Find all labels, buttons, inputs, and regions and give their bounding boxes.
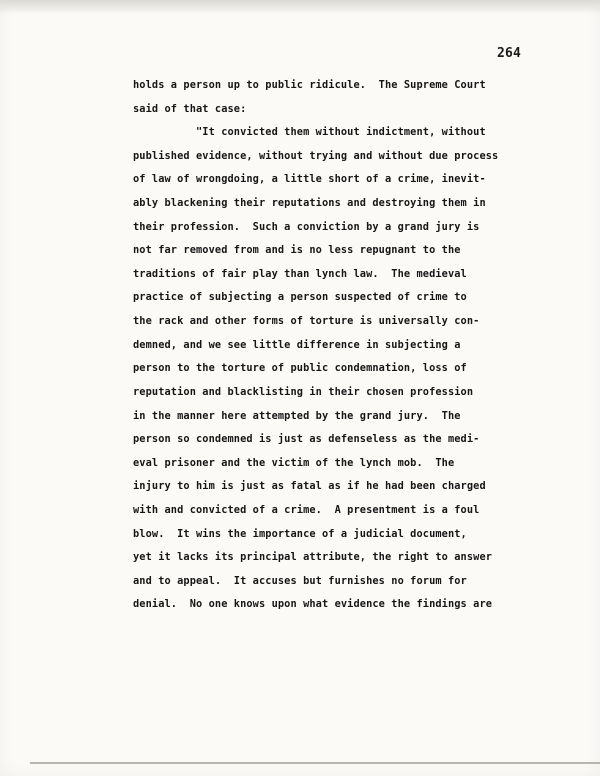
text-line: holds a person up to public ridicule. The Supreme Court: [133, 79, 486, 91]
text-line: with and convicted of a crime. A presentment is a foul: [133, 503, 480, 516]
text-line: their profession. Such a conviction by a grand jury is: [133, 220, 480, 233]
text-line: blow. It wins the importance of a judicial document,: [133, 527, 467, 540]
scan-bottom-edge: [30, 762, 600, 764]
text-line: ably blackening their reputations and destroying them in: [133, 197, 486, 210]
text-line: eval prisoner and the victim of the lynch mob. The: [133, 456, 455, 469]
text-line: not far removed from and is no less repugnant to the: [133, 244, 461, 257]
text-line: the rack and other forms of torture is universally con-: [133, 315, 480, 328]
text-line: demned, and we see little difference in subjecting a: [133, 338, 461, 351]
text-line: yet it lacks its principal attribute, the right to answer: [133, 551, 493, 564]
text-line: injury to him is just as fatal as if he had been charged: [133, 480, 486, 493]
text-line: of law of wrongdoing, a little short of a crime, inevit-: [133, 173, 486, 186]
text-line: person to the torture of public condemnation, loss of: [133, 362, 467, 375]
text-line: reputation and blacklisting in their chosen profession: [133, 385, 474, 398]
text-line: and to appeal. It accuses but furnishes no forum for: [133, 574, 467, 587]
text-line: practice of subjecting a person suspected of crime to: [133, 291, 467, 304]
text-line: published evidence, without trying and without due process: [133, 149, 499, 162]
page-number: 264: [497, 46, 522, 61]
text-line: denial. No one knows upon what evidence the findings are: [133, 598, 493, 611]
text-line: "It convicted them without indictment, without: [133, 126, 486, 139]
text-line: in the manner here attempted by the grand jury. The: [133, 409, 461, 422]
body-text: [133, 74, 553, 617]
text-line: traditions of fair play than lynch law. The medieval: [133, 267, 467, 280]
text-line: said of that case:: [133, 102, 247, 115]
text-line: person so condemned is just as defenseless as the medi-: [133, 433, 480, 446]
scan-top-edge: [0, 0, 600, 14]
